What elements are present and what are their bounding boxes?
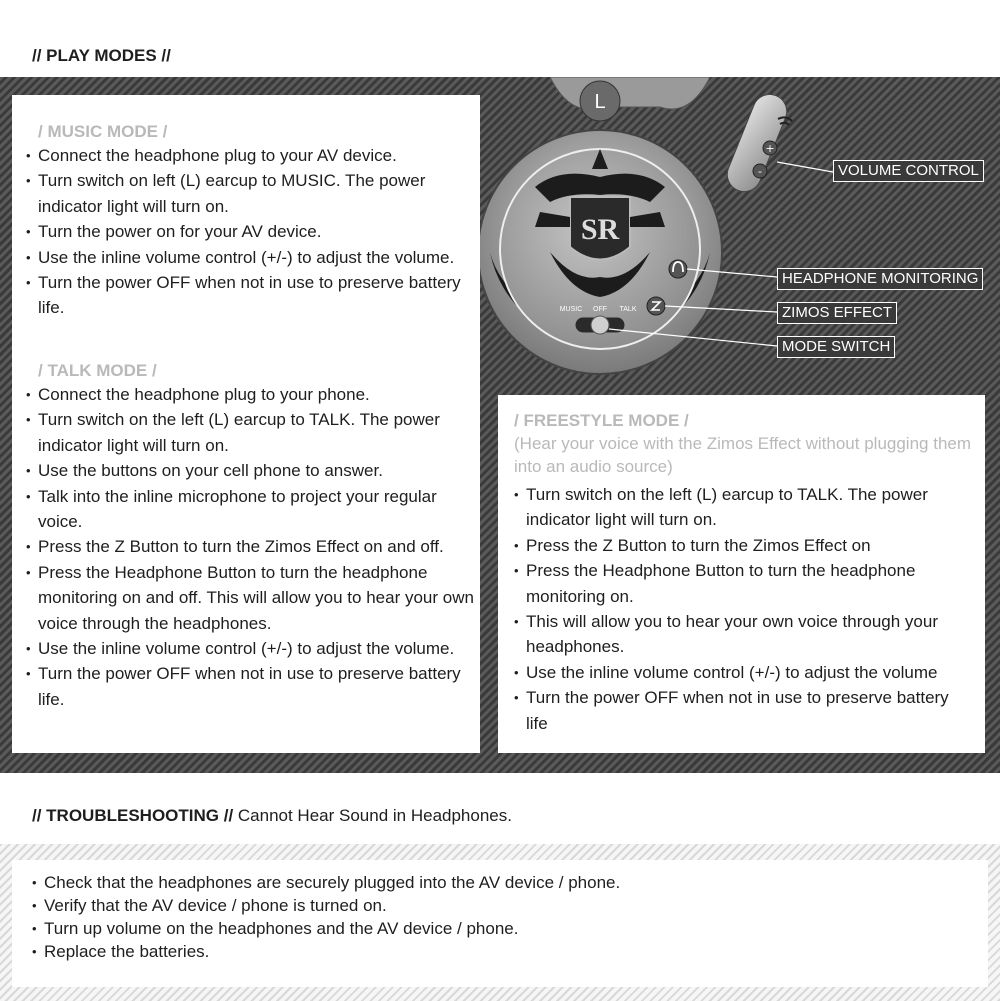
mode-switch-knob[interactable] <box>591 316 609 334</box>
inline-volume-remote <box>722 89 833 196</box>
headband-shape <box>550 77 710 109</box>
switch-label-off: OFF <box>593 306 607 313</box>
freestyle-mode-note: (Hear your voice with the Zimos Effect without plugging them into an audio source) <box>514 434 972 476</box>
list-item: • Use the buttons on your cell phone to answer. <box>26 458 476 483</box>
list-item: • Turn the power on for your AV device. <box>26 219 476 244</box>
list-item: • Turn switch on left (L) earcup to MUSIC. The power indicator light will turn on. <box>26 168 476 219</box>
list-item: • Talk into the inline microphone to project your regular voice. <box>26 484 476 535</box>
callout-volume-control: VOLUME CONTROL <box>833 160 984 182</box>
troubleshooting-panel <box>12 860 988 987</box>
list-item: • This will allow you to hear your own voice through your headphones. <box>514 609 974 660</box>
talk-mode-heading: / TALK MODE / <box>38 361 157 380</box>
list-item: • Turn the power OFF when not in use to preserve battery life. <box>26 661 476 712</box>
list-item: • Press the Z Button to turn the Zimos Effect on <box>514 533 974 558</box>
list-item: • Use the inline volume control (+/-) to adjust the volume. <box>26 636 476 661</box>
music-mode-heading: / MUSIC MODE / <box>38 122 168 141</box>
callout-mode-switch: MODE SWITCH <box>777 336 895 358</box>
list-item: • Turn switch on the left (L) earcup to TALK. The power indicator light will turn on. <box>26 407 476 458</box>
headphone-earcup-illustration <box>480 77 1000 395</box>
freestyle-mode-heading: / FREESTYLE MODE / <box>514 411 689 430</box>
play-modes-title: // PLAY MODES // <box>32 46 171 65</box>
list-item: • Connect the headphone plug to your phone. <box>26 382 476 407</box>
list-item: • Check that the headphones are securely plugged into the AV device / phone. <box>32 871 972 894</box>
list-item: • Connect the headphone plug to your AV device. <box>26 143 476 168</box>
freestyle-mode-list <box>514 482 974 736</box>
list-item: • Verify that the AV device / phone is turned on. <box>32 894 972 917</box>
talk-mode-list <box>26 382 476 712</box>
list-item: • Press the Headphone Button to turn the headphone monitoring on. <box>514 558 974 609</box>
list-item: • Use the inline volume control (+/-) to adjust the volume. <box>26 245 476 270</box>
troubleshooting-title-rest: Cannot Hear Sound in Headphones. <box>233 806 512 825</box>
list-item: • Turn the power OFF when not in use to preserve battery life. <box>26 270 476 321</box>
list-item: • Use the inline volume control (+/-) to adjust the volume <box>514 660 974 685</box>
callout-headphone-monitoring: HEADPHONE MONITORING <box>777 268 983 290</box>
troubleshooting-list <box>32 871 972 963</box>
minus-icon: - <box>758 165 762 178</box>
list-item: • Turn the power OFF when not in use to preserve battery life <box>514 685 974 736</box>
list-item: • Turn up volume on the headphones and the AV device / phone. <box>32 917 972 940</box>
switch-label-music: MUSIC <box>559 306 583 313</box>
callout-zimos-effect: ZIMOS EFFECT <box>777 302 897 324</box>
switch-label-talk: TALK <box>619 306 637 313</box>
logo-letters: SR <box>580 213 620 246</box>
music-talk-panel <box>12 95 480 753</box>
troubleshooting-title <box>32 806 512 826</box>
music-mode-list <box>26 143 476 321</box>
list-item: • Turn switch on the left (L) earcup to TALK. The power indicator light will turn on. <box>514 482 974 533</box>
earcup-letter: L <box>594 91 606 113</box>
troubleshooting-title-prefix: // TROUBLESHOOTING // <box>32 806 234 825</box>
plus-icon: + <box>765 142 775 155</box>
list-item: • Press the Z Button to turn the Zimos Effect on and off. <box>26 534 476 559</box>
list-item: • Replace the batteries. <box>32 940 972 963</box>
list-item: • Press the Headphone Button to turn the headphone monitoring on and off. This will allow you to hear your own voice through the headphones. <box>26 560 476 636</box>
freestyle-panel <box>498 395 985 753</box>
